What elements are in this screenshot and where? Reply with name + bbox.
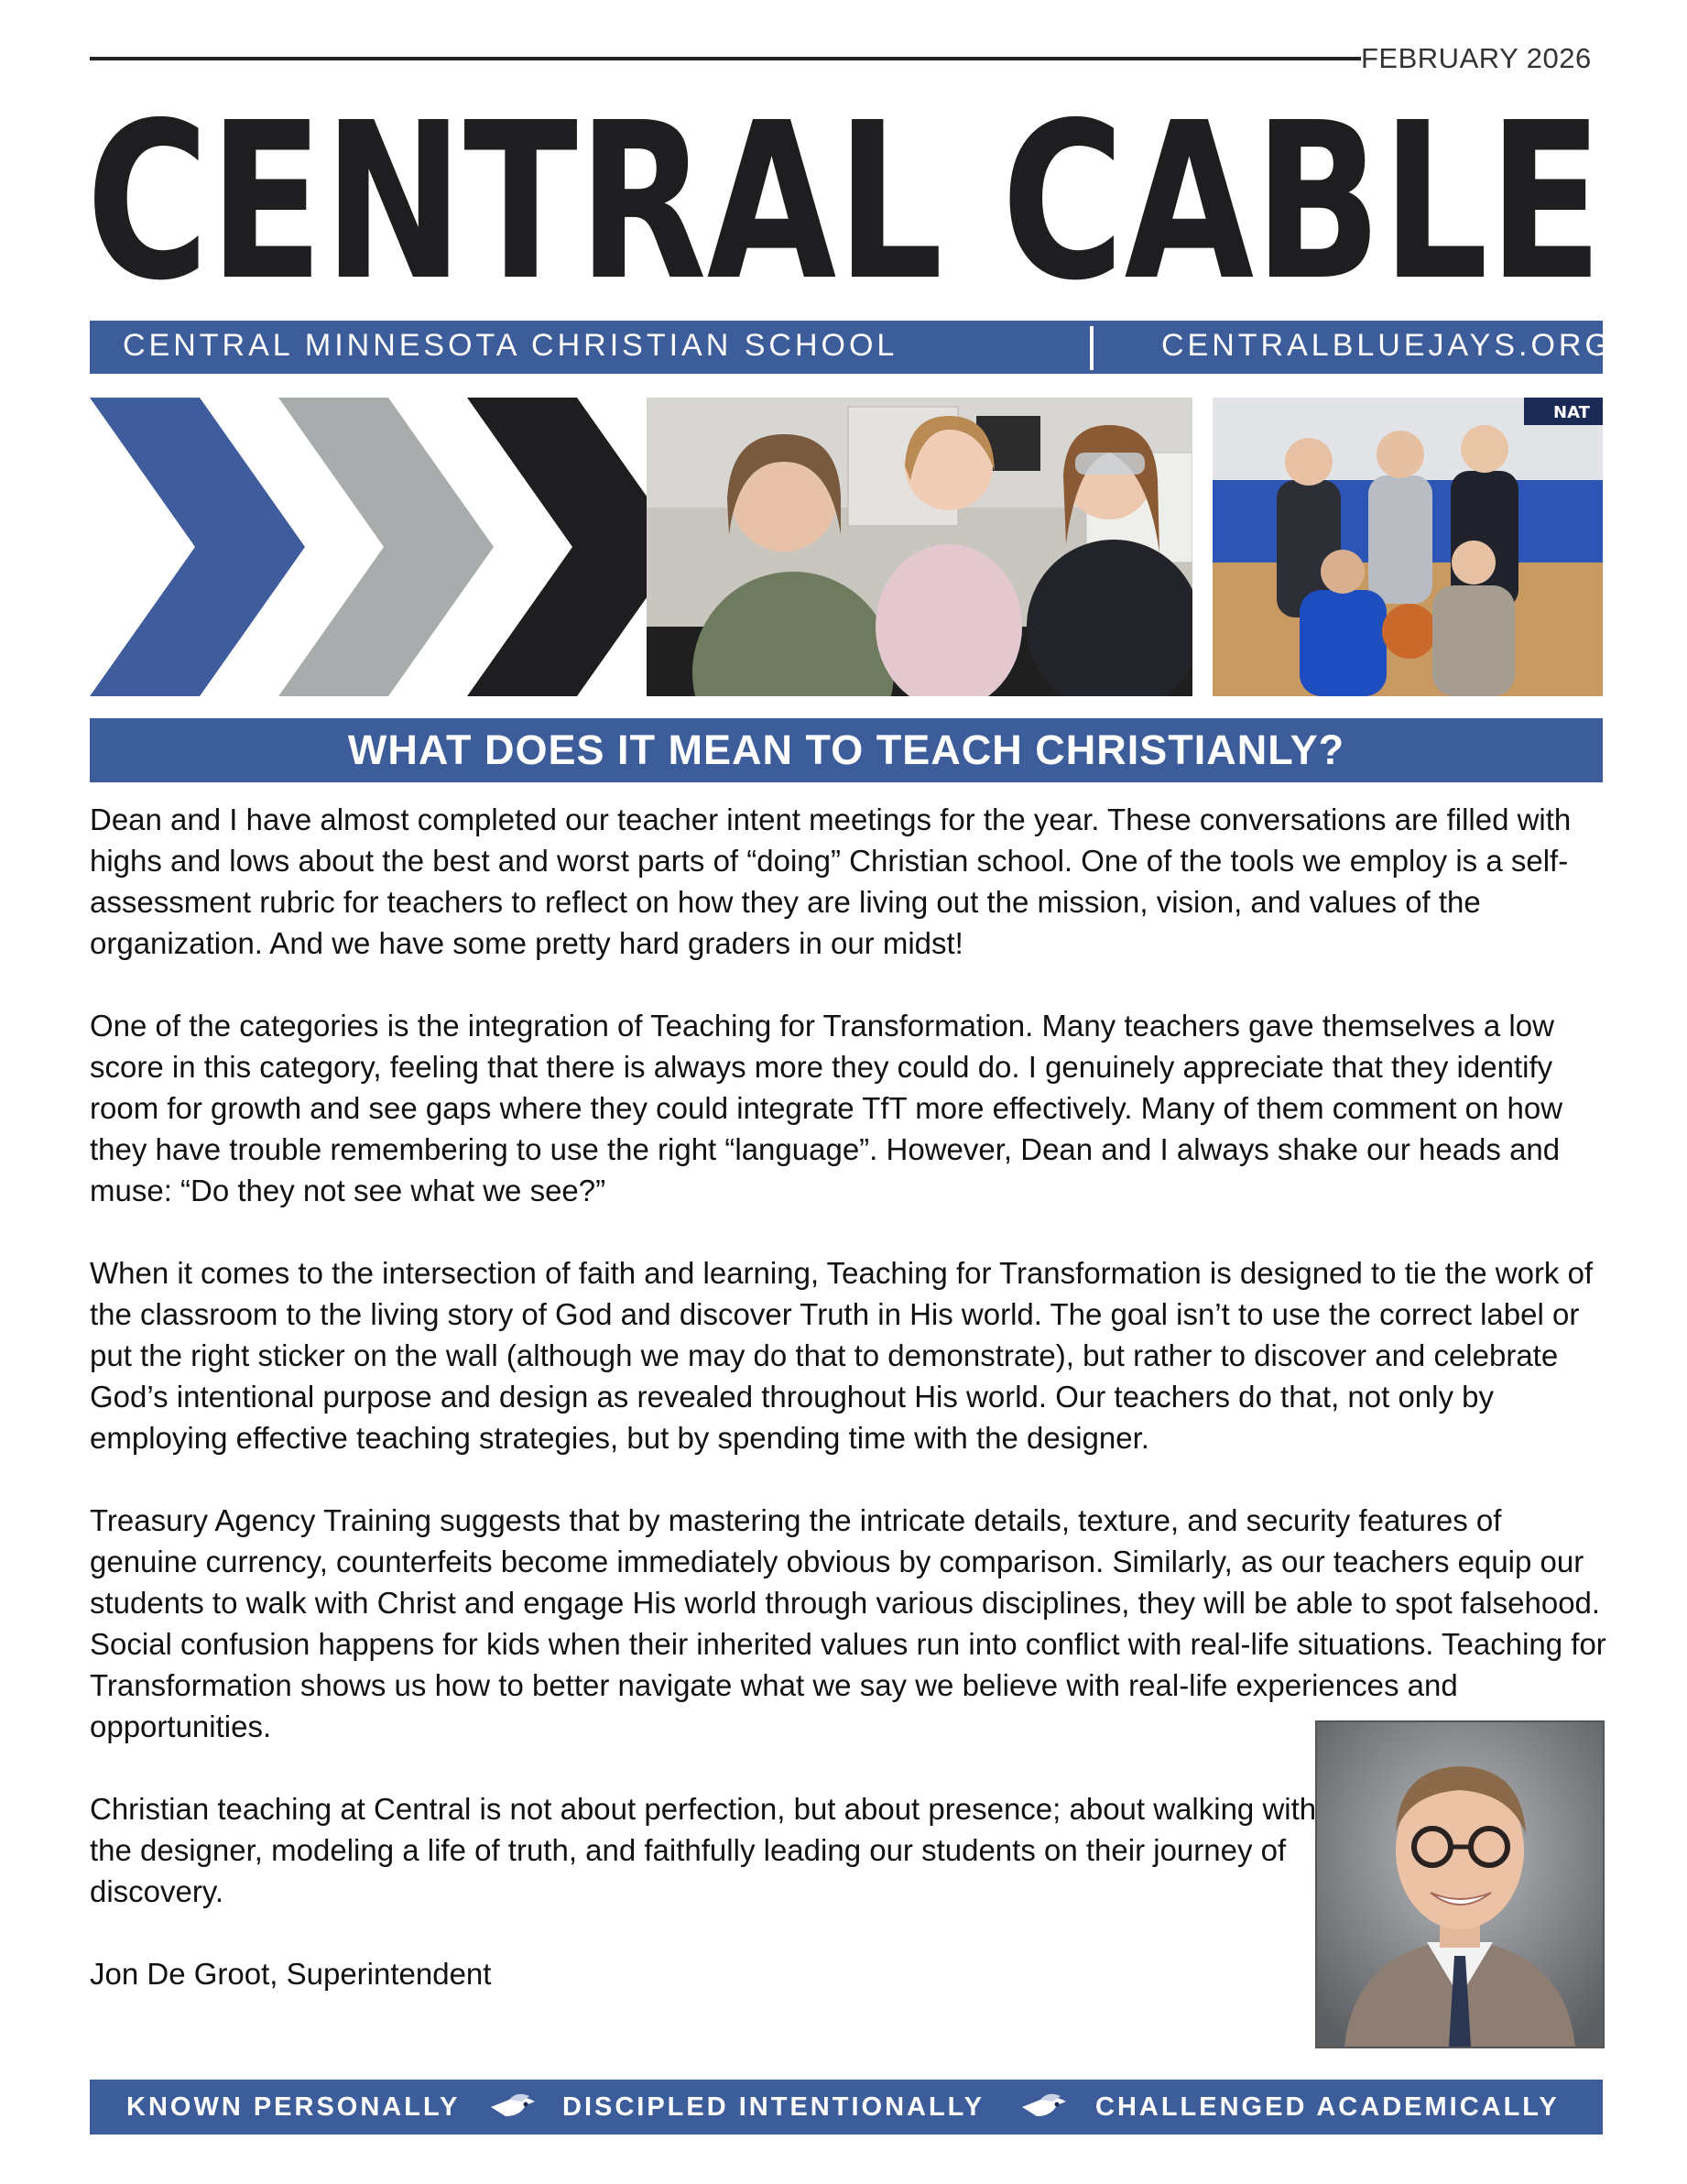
- article-paragraph: Dean and I have almost completed our teacher intent meetings for the year. These conversations are filled with highs and lows about the best and worst parts of “doing” Christian school. One of the tools we employ is a self-assessment rubric for teachers to reflect on how they are living out the mission, vision, and values of the organization. And we have some pretty hard graders in our midst!: [90, 803, 1572, 960]
- values-footer: [90, 2080, 1603, 2135]
- school-website[interactable]: CENTRALBLUEJAYS.ORG: [1161, 328, 1613, 363]
- footer-value: CHALLENGED ACADEMICALLY: [1095, 2092, 1560, 2122]
- article-paragraph: Christian teaching at Central is not about perfection, but about presence; about walking with the designer, modeling a life of truth, and faithfully leading our students on their journey of discovery.: [90, 1792, 1317, 1908]
- masthead-text: CENTRAL CABLE: [86, 95, 1603, 299]
- header-rule: [90, 57, 1361, 60]
- banner-divider: [1090, 326, 1094, 370]
- chevron-gray: [278, 398, 494, 696]
- gym-banner-text: NAT: [1553, 403, 1590, 422]
- article-headline: WHAT DOES IT MEAN TO TEACH CHRISTIANLY?: [347, 726, 1345, 773]
- chevron-blue: [90, 398, 305, 696]
- article-paragraph: When it comes to the intersection of faith and learning, Teaching for Transformation is designed to tie the work of the classroom to the living story of God and discover Truth in His world. The goal isn’t to use the correct label or put the right sticker on the wall (although we may do that to demonstrate), but rather to discover and celebrate God’s intentional purpose and design as revealed throughout His world. Our teachers do that, not only by employing effective teaching strategies, but by spending time with the designer.: [90, 1256, 1594, 1455]
- footer-value: KNOWN PERSONALLY: [126, 2092, 461, 2122]
- school-name: CENTRAL MINNESOTA CHRISTIAN SCHOOL: [123, 328, 898, 363]
- bluejay-icon: [1020, 2089, 1072, 2124]
- classroom-photo: [647, 398, 1192, 696]
- school-banner: [90, 321, 1613, 374]
- issue-date: FEBRUARY 2026: [1361, 42, 1592, 74]
- masthead-title: [84, 95, 1605, 299]
- chevron-graphic: [90, 398, 685, 696]
- superintendent-portrait: [1315, 1720, 1605, 2048]
- article-paragraph: One of the categories is the integration of Teaching for Transformation. Many teachers gave themselves a low score in this category, feeling that there is always more they could do. I genuinely appreciate that they identify room for growth and see gaps where they could integrate TfT more effectively. Many of them comment on how they have trouble remembering to use the right “language”. However, Dean and I always shake our heads and muse: “Do they not see what we see?”: [90, 1009, 1563, 1207]
- gym-photo: [1213, 398, 1603, 696]
- article-paragraph: Treasury Agency Training suggests that by mastering the intricate details, texture, and security features of genuine currency, counterfeits become immediately obvious by comparison. Similarly, as our teachers equip our students to walk with Christ and engage His world through various disciplines, they will be able to spot falsehood. Social confusion happens for kids when their inherited values run into conflict with real-life situations. Teaching for Transformation shows us how to better navigate what we say we believe with real-life experiences and opportunities.: [90, 1503, 1606, 1743]
- article-signature: Jon De Groot, Superintendent: [90, 1957, 492, 1991]
- article-headline-bar: [90, 718, 1603, 782]
- bluejay-icon: [489, 2089, 540, 2124]
- footer-value: DISCIPLED INTENTIONALLY: [562, 2092, 985, 2122]
